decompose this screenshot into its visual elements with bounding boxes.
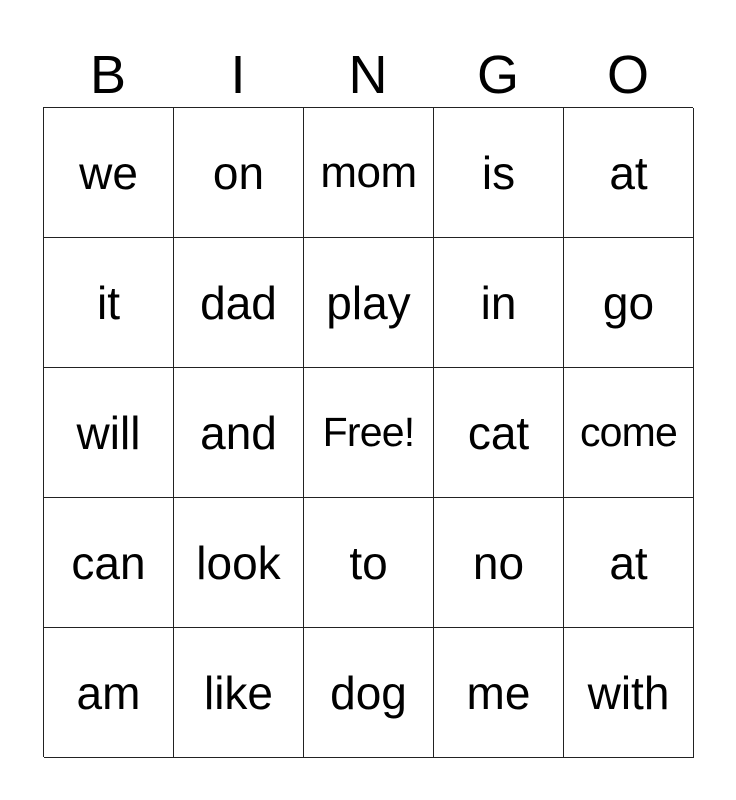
bingo-cell[interactable]: to bbox=[304, 498, 434, 628]
bingo-cell[interactable]: is bbox=[434, 108, 564, 238]
bingo-cell[interactable]: we bbox=[44, 108, 174, 238]
bingo-cell[interactable]: can bbox=[44, 498, 174, 628]
bingo-cell[interactable]: play bbox=[304, 238, 434, 368]
header-letter-b: B bbox=[89, 45, 127, 105]
bingo-cell[interactable]: dad bbox=[174, 238, 304, 368]
bingo-cell[interactable]: look bbox=[174, 498, 304, 628]
header-letter-i: I bbox=[230, 45, 246, 105]
bingo-cell[interactable]: cat bbox=[434, 368, 564, 498]
bingo-cell[interactable]: at bbox=[564, 498, 694, 628]
bingo-cell[interactable]: in bbox=[434, 238, 564, 368]
bingo-cell[interactable]: me bbox=[434, 628, 564, 758]
bingo-cell[interactable]: it bbox=[44, 238, 174, 368]
bingo-cell[interactable]: with bbox=[564, 628, 694, 758]
bingo-cell[interactable]: at bbox=[564, 108, 694, 238]
free-space-cell[interactable]: Free! bbox=[304, 368, 434, 498]
bingo-board bbox=[43, 107, 693, 757]
bingo-cell[interactable]: and bbox=[174, 368, 304, 498]
header-letter-g: G bbox=[476, 45, 519, 105]
bingo-cell[interactable]: am bbox=[44, 628, 174, 758]
bingo-cell[interactable]: on bbox=[174, 108, 304, 238]
header-letter-o: O bbox=[606, 45, 649, 105]
bingo-cell[interactable]: mom bbox=[304, 108, 434, 238]
bingo-cell[interactable]: will bbox=[44, 368, 174, 498]
header-letter-n: N bbox=[348, 45, 388, 105]
bingo-cell[interactable]: like bbox=[174, 628, 304, 758]
bingo-cell[interactable]: come bbox=[564, 368, 694, 498]
bingo-cell[interactable]: dog bbox=[304, 628, 434, 758]
bingo-cell[interactable]: no bbox=[434, 498, 564, 628]
bingo-cell[interactable]: go bbox=[564, 238, 694, 368]
bingo-header bbox=[43, 42, 693, 108]
